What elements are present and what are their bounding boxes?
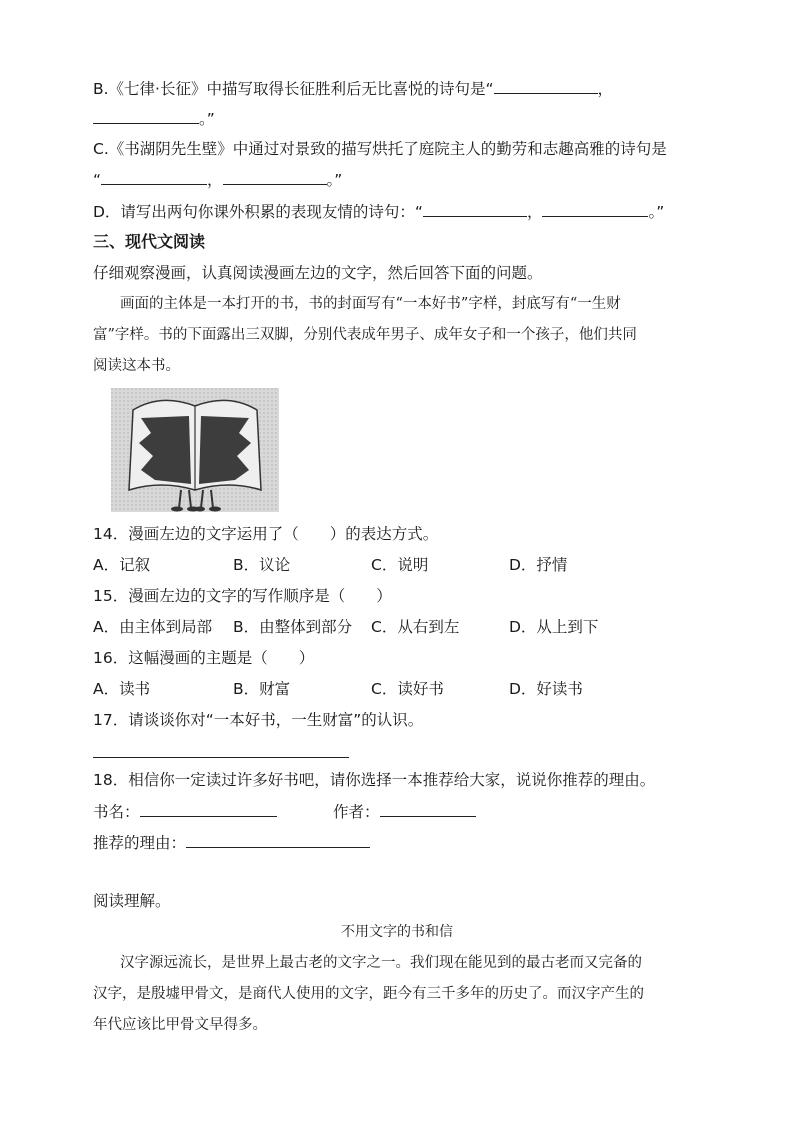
q15-option-d[interactable]: D．从上到下	[509, 618, 599, 636]
reading-title: 不用文字的书和信	[341, 924, 453, 940]
q17-stem: 17．请谈谈你对“一本好书，一生财富”的认识。	[93, 711, 424, 729]
reading-paragraph: 汉字，是殷墟甲骨文，是商代人使用的文字，距今有三千多年的历史了。而汉字产生的	[93, 986, 644, 1002]
section-intro: 仔细观察漫画，认真阅读漫画左边的文字，然后回答下面的问题。	[93, 264, 543, 282]
reading-label: 阅读理解。	[93, 892, 171, 910]
q16-option-b[interactable]: B．财富	[233, 680, 291, 698]
q14-option-c[interactable]: C．说明	[371, 556, 429, 574]
answer-blank[interactable]	[101, 168, 207, 185]
q16-option-c[interactable]: C．读好书	[371, 680, 444, 698]
book-name-blank[interactable]	[140, 800, 277, 817]
q14-option-a[interactable]: A．记叙	[93, 556, 151, 574]
comic-book-image	[111, 388, 279, 512]
q14-option-d[interactable]: D．抒情	[509, 556, 568, 574]
q13-c-line2: “ ， 。”	[93, 168, 342, 191]
q13-b-line2: 。”	[93, 107, 215, 130]
q14-stem: 14．漫画左边的文字运用了（ ）的表达方式。	[93, 525, 439, 543]
q13-d-line: D．请写出两句你课外积累的表现友情的诗句：“ ， 。”	[93, 200, 664, 223]
q18-book-row: 书名：	[93, 800, 277, 823]
q18-reason-row: 推荐的理由：	[93, 831, 370, 854]
answer-blank[interactable]	[542, 200, 648, 217]
answer-blank[interactable]	[423, 200, 527, 217]
q15-option-c[interactable]: C．从右到左	[371, 618, 460, 636]
answer-blank[interactable]	[494, 77, 598, 94]
q16-option-a[interactable]: A．读书	[93, 680, 151, 698]
comic-description: 富”字样。书的下面露出三双脚，分别代表成年男子、成年女子和一个孩子，他们共同	[93, 327, 637, 343]
answer-blank[interactable]	[223, 168, 327, 185]
q16-option-d[interactable]: D．好读书	[509, 680, 583, 698]
q15-option-a[interactable]: A．由主体到局部	[93, 618, 213, 636]
reason-blank[interactable]	[186, 831, 370, 848]
q15-stem: 15．漫画左边的文字的写作顺序是（ ）	[93, 587, 392, 605]
q13-c-line: C.《书湖阴先生壁》中通过对景致的描写烘托了庭院主人的勤劳和志趣高雅的诗句是	[93, 140, 667, 158]
comic-description: 阅读这本书。	[93, 358, 180, 374]
q18-stem: 18．相信你一定读过许多好书吧，请你选择一本推荐给大家，说说你推荐的理由。	[93, 771, 656, 789]
reading-paragraph: 汉字源远流长，是世界上最古老的文字之一。我们现在能见到的最古老而又完备的	[120, 955, 642, 971]
reading-paragraph: 年代应该比甲骨文早得多。	[93, 1017, 267, 1033]
q16-stem: 16．这幅漫画的主题是（ ）	[93, 649, 315, 667]
q17-answer-line[interactable]	[93, 757, 349, 758]
answer-blank[interactable]	[93, 107, 199, 124]
author-blank[interactable]	[380, 800, 476, 817]
comic-description: 画面的主体是一本打开的书，书的封面写有“一本好书”字样，封底写有“一生财	[120, 296, 621, 312]
q15-option-b[interactable]: B．由整体到部分	[233, 618, 353, 636]
section-heading: 三、现代文阅读	[93, 232, 206, 251]
q18-author-row: 作者：	[333, 800, 476, 823]
q14-option-b[interactable]: B．议论	[233, 556, 291, 574]
q13-b-line: B.《七律·长征》中描写取得长征胜利后无比喜悦的诗句是“ ，	[93, 77, 613, 100]
